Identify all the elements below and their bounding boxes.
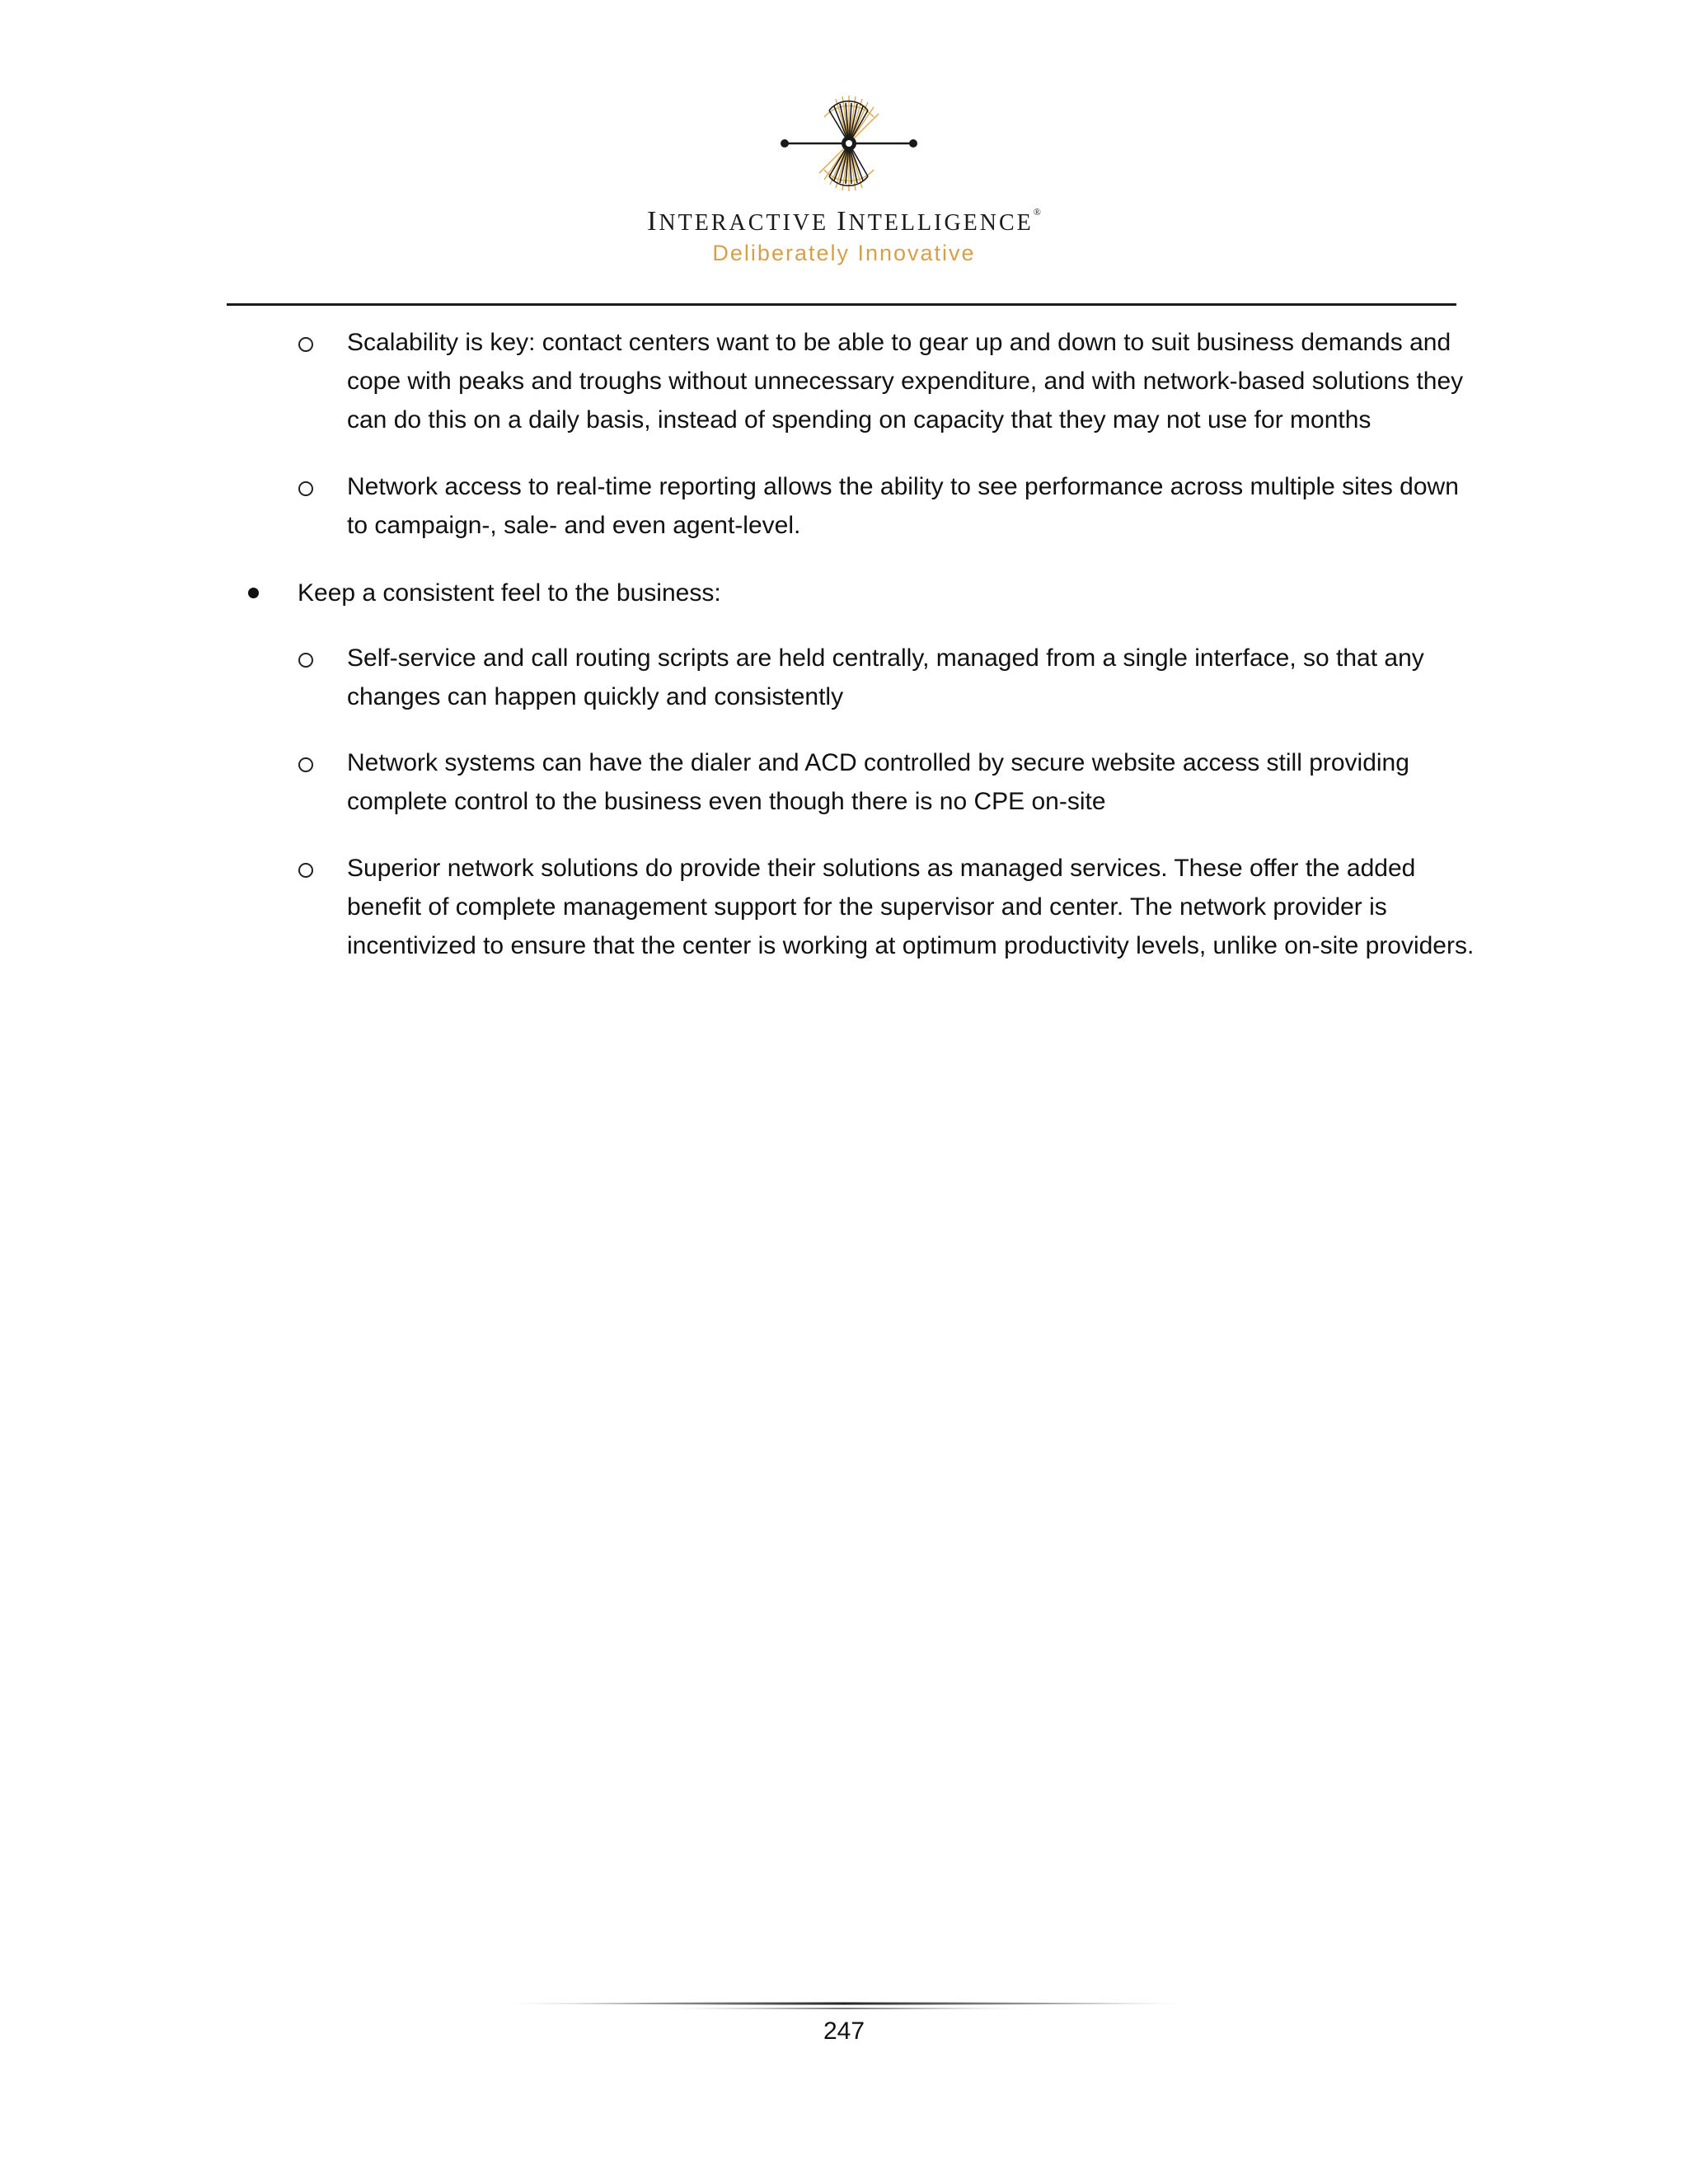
list-item: Network access to real-time reporting allows the ability to see performance across multiple sites down to campaign-, sale- and even agent-level. xyxy=(347,473,1459,539)
hollow-bullet-icon xyxy=(298,481,313,496)
brand-tagline: Deliberately Innovative xyxy=(712,241,976,265)
bullet-icon xyxy=(248,588,259,598)
page-number: 247 xyxy=(823,2018,865,2045)
header-divider xyxy=(227,303,1456,306)
footer-divider xyxy=(495,2001,1195,2013)
hollow-bullet-icon xyxy=(298,653,313,668)
hollow-bullet-icon xyxy=(298,757,313,772)
hollow-bullet-icon xyxy=(298,863,313,878)
list-item: Network systems can have the dialer and ACD controlled by secure website access still providing complete control to the business even though there is no CPE on-site xyxy=(347,749,1409,815)
list-item: Scalability is key: contact centers want to be able to gear up and down to suit business demands and cope with peaks and troughs without unnecessary expenditure, and with network-based solutions they can do this on a daily basis, instead of spending on capacity that they may not use for months xyxy=(347,329,1464,434)
list-item: Superior network solutions do provide their solutions as managed services. These offer the added benefit of complete management support for the supervisor and center. The network provider is incentivized to ensure that the center is working at optimum productivity levels, unlike on-site providers. xyxy=(347,855,1475,959)
interactive-intelligence-logo-icon xyxy=(775,92,923,199)
list-item: Keep a consistent feel to the business: xyxy=(298,579,721,607)
brand-name: INTERACTIVE INTELLIGENCE® xyxy=(647,206,1041,237)
page-header xyxy=(0,0,1688,313)
hollow-bullet-icon xyxy=(298,337,313,352)
list-item: Self-service and call routing scripts are held centrally, managed from a single interface, so that any changes can happen quickly and consistently xyxy=(347,644,1424,710)
